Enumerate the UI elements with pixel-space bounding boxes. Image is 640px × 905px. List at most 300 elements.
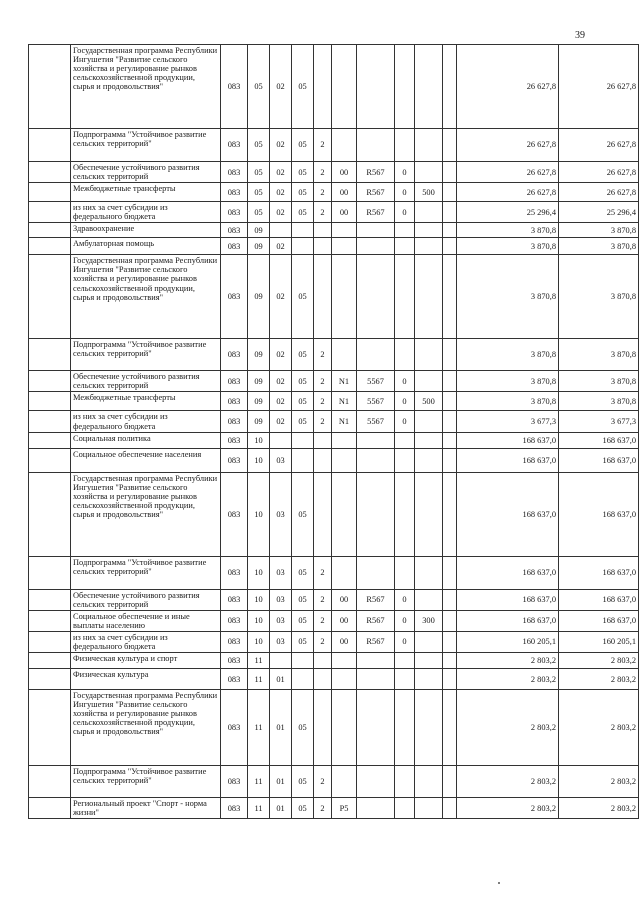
ministry-code: 083 bbox=[221, 202, 248, 223]
expense-type-code bbox=[415, 798, 443, 819]
index-cell bbox=[29, 339, 71, 371]
subprogram-code bbox=[314, 690, 332, 766]
spacer-cell bbox=[443, 255, 457, 339]
direction-code: N1 bbox=[332, 371, 357, 392]
expense-code: R567 bbox=[357, 162, 395, 183]
amount-year-2: 168 637,0 bbox=[559, 589, 639, 610]
table-row bbox=[29, 223, 639, 238]
amount-year-1: 3 870,8 bbox=[457, 238, 559, 255]
subsection-code: 01 bbox=[270, 798, 292, 819]
section-code: 11 bbox=[248, 653, 270, 669]
spacer-cell bbox=[443, 223, 457, 238]
amount-year-1: 26 627,8 bbox=[457, 183, 559, 202]
ministry-code: 083 bbox=[221, 255, 248, 339]
ministry-code: 083 bbox=[221, 798, 248, 819]
amount-year-1: 168 637,0 bbox=[457, 556, 559, 589]
spacer-cell bbox=[443, 472, 457, 556]
index-cell bbox=[29, 610, 71, 631]
direction-code bbox=[332, 448, 357, 472]
amount-year-2: 3 677,3 bbox=[559, 411, 639, 432]
index-cell bbox=[29, 392, 71, 411]
amount-year-1: 160 205,1 bbox=[457, 631, 559, 652]
amount-year-2: 2 803,2 bbox=[559, 653, 639, 669]
ministry-code: 083 bbox=[221, 45, 248, 129]
subsection-code: 02 bbox=[270, 255, 292, 339]
expense-code: 5567 bbox=[357, 371, 395, 392]
amount-year-1: 3 870,8 bbox=[457, 392, 559, 411]
subsection-code: 03 bbox=[270, 631, 292, 652]
amount-year-2: 3 870,8 bbox=[559, 255, 639, 339]
ministry-code: 083 bbox=[221, 371, 248, 392]
amount-year-1: 2 803,2 bbox=[457, 669, 559, 690]
row-name: из них за счет субсидии из федерального бюджета bbox=[71, 202, 221, 223]
subprogram-code: 2 bbox=[314, 610, 332, 631]
spacer-cell bbox=[443, 238, 457, 255]
expense-type-code bbox=[415, 448, 443, 472]
row-name: Подпрограмма "Устойчивое развитие сельских территорий" bbox=[71, 766, 221, 798]
spacer-cell bbox=[443, 631, 457, 652]
direction-code bbox=[332, 339, 357, 371]
amount-year-2: 168 637,0 bbox=[559, 610, 639, 631]
amount-year-2: 25 296,4 bbox=[559, 202, 639, 223]
expense-type-code bbox=[415, 238, 443, 255]
spacer-cell bbox=[443, 183, 457, 202]
expense-type-code bbox=[415, 589, 443, 610]
section-code: 05 bbox=[248, 45, 270, 129]
expense-type-code bbox=[415, 472, 443, 556]
ministry-code: 083 bbox=[221, 162, 248, 183]
expense-code bbox=[357, 223, 395, 238]
direction-code bbox=[332, 238, 357, 255]
row-name: Физическая культура bbox=[71, 669, 221, 690]
program-code: 05 bbox=[292, 589, 314, 610]
expense-code bbox=[357, 766, 395, 798]
section-code: 09 bbox=[248, 238, 270, 255]
subsection-code: 02 bbox=[270, 238, 292, 255]
spacer-cell bbox=[443, 798, 457, 819]
subsection-code: 01 bbox=[270, 690, 292, 766]
amount-year-2: 168 637,0 bbox=[559, 448, 639, 472]
spacer-cell bbox=[443, 392, 457, 411]
spacer-cell bbox=[443, 129, 457, 162]
subsection-code: 01 bbox=[270, 669, 292, 690]
expense-code bbox=[357, 798, 395, 819]
direction-code bbox=[332, 690, 357, 766]
table-row bbox=[29, 448, 639, 472]
subprogram-code: 2 bbox=[314, 589, 332, 610]
extra-code bbox=[395, 653, 415, 669]
amount-year-2: 3 870,8 bbox=[559, 238, 639, 255]
subprogram-code: 2 bbox=[314, 339, 332, 371]
amount-year-2: 26 627,8 bbox=[559, 45, 639, 129]
amount-year-2: 26 627,8 bbox=[559, 162, 639, 183]
subsection-code bbox=[270, 223, 292, 238]
section-code: 09 bbox=[248, 339, 270, 371]
expense-type-code bbox=[415, 411, 443, 432]
spacer-cell bbox=[443, 690, 457, 766]
section-code: 10 bbox=[248, 556, 270, 589]
row-name: Государственная программа Республики Ингушетия "Развитие сельского хозяйства и регулирование рынков сельскохозяйственной продукции, сырья и продовольствия" bbox=[71, 690, 221, 766]
table-row bbox=[29, 411, 639, 432]
subsection-code: 01 bbox=[270, 766, 292, 798]
row-name: Подпрограмма "Устойчивое развитие сельских территорий" bbox=[71, 129, 221, 162]
direction-code: N1 bbox=[332, 411, 357, 432]
amount-year-1: 2 803,2 bbox=[457, 798, 559, 819]
extra-code: 0 bbox=[395, 411, 415, 432]
ministry-code: 083 bbox=[221, 653, 248, 669]
extra-code: 0 bbox=[395, 610, 415, 631]
expense-type-code bbox=[415, 223, 443, 238]
subprogram-code bbox=[314, 255, 332, 339]
index-cell bbox=[29, 589, 71, 610]
index-cell bbox=[29, 669, 71, 690]
amount-year-1: 26 627,8 bbox=[457, 162, 559, 183]
table-row bbox=[29, 798, 639, 819]
table-row bbox=[29, 255, 639, 339]
table-row bbox=[29, 472, 639, 556]
amount-year-2: 3 870,8 bbox=[559, 392, 639, 411]
expense-code: 5567 bbox=[357, 411, 395, 432]
expense-type-code bbox=[415, 556, 443, 589]
amount-year-2: 3 870,8 bbox=[559, 371, 639, 392]
program-code: 05 bbox=[292, 631, 314, 652]
expense-type-code bbox=[415, 45, 443, 129]
subsection-code: 03 bbox=[270, 472, 292, 556]
subprogram-code: 2 bbox=[314, 631, 332, 652]
subsection-code: 02 bbox=[270, 45, 292, 129]
amount-year-2: 3 870,8 bbox=[559, 339, 639, 371]
extra-code: 0 bbox=[395, 183, 415, 202]
section-code: 10 bbox=[248, 472, 270, 556]
subsection-code: 02 bbox=[270, 202, 292, 223]
index-cell bbox=[29, 255, 71, 339]
expense-code: R567 bbox=[357, 631, 395, 652]
table-row bbox=[29, 129, 639, 162]
subsection-code: 03 bbox=[270, 556, 292, 589]
row-name: Региональный проект "Спорт - норма жизни" bbox=[71, 798, 221, 819]
program-code: 05 bbox=[292, 690, 314, 766]
amount-year-1: 26 627,8 bbox=[457, 45, 559, 129]
table-row bbox=[29, 202, 639, 223]
table-row bbox=[29, 610, 639, 631]
program-code bbox=[292, 653, 314, 669]
amount-year-2: 3 870,8 bbox=[559, 223, 639, 238]
program-code: 05 bbox=[292, 798, 314, 819]
extra-code bbox=[395, 255, 415, 339]
spacer-cell bbox=[443, 766, 457, 798]
expense-code: 5567 bbox=[357, 392, 395, 411]
row-name: Социальное обеспечение населения bbox=[71, 448, 221, 472]
index-cell bbox=[29, 432, 71, 448]
direction-code bbox=[332, 556, 357, 589]
section-code: 10 bbox=[248, 589, 270, 610]
amount-year-1: 3 870,8 bbox=[457, 255, 559, 339]
subprogram-code bbox=[314, 653, 332, 669]
spacer-cell bbox=[443, 371, 457, 392]
expense-code bbox=[357, 653, 395, 669]
direction-code bbox=[332, 432, 357, 448]
subsection-code: 02 bbox=[270, 129, 292, 162]
table-row bbox=[29, 339, 639, 371]
expense-code: R567 bbox=[357, 202, 395, 223]
index-cell bbox=[29, 448, 71, 472]
index-cell bbox=[29, 162, 71, 183]
subsection-code: 02 bbox=[270, 411, 292, 432]
row-name: Подпрограмма "Устойчивое развитие сельских территорий" bbox=[71, 556, 221, 589]
extra-code bbox=[395, 223, 415, 238]
index-cell bbox=[29, 238, 71, 255]
expense-code bbox=[357, 556, 395, 589]
section-code: 09 bbox=[248, 371, 270, 392]
table-row bbox=[29, 432, 639, 448]
spacer-cell bbox=[443, 202, 457, 223]
row-name: Амбулаторная помощь bbox=[71, 238, 221, 255]
expense-code bbox=[357, 432, 395, 448]
row-name: Обеспечение устойчивого развития сельских территорий bbox=[71, 589, 221, 610]
subprogram-code bbox=[314, 448, 332, 472]
subprogram-code bbox=[314, 472, 332, 556]
expense-type-code bbox=[415, 129, 443, 162]
amount-year-1: 25 296,4 bbox=[457, 202, 559, 223]
extra-code bbox=[395, 472, 415, 556]
program-code: 05 bbox=[292, 183, 314, 202]
spacer-cell bbox=[443, 448, 457, 472]
index-cell bbox=[29, 766, 71, 798]
row-name: из них за счет субсидии из федерального бюджета bbox=[71, 411, 221, 432]
row-name: Социальное обеспечение и иные выплаты населению bbox=[71, 610, 221, 631]
expense-code bbox=[357, 690, 395, 766]
index-cell bbox=[29, 798, 71, 819]
subprogram-code bbox=[314, 45, 332, 129]
row-name: Подпрограмма "Устойчивое развитие сельских территорий" bbox=[71, 339, 221, 371]
ministry-code: 083 bbox=[221, 448, 248, 472]
subsection-code: 02 bbox=[270, 339, 292, 371]
direction-code bbox=[332, 472, 357, 556]
ministry-code: 083 bbox=[221, 556, 248, 589]
amount-year-1: 3 677,3 bbox=[457, 411, 559, 432]
extra-code: 0 bbox=[395, 392, 415, 411]
extra-code: 0 bbox=[395, 202, 415, 223]
amount-year-1: 168 637,0 bbox=[457, 432, 559, 448]
section-code: 05 bbox=[248, 183, 270, 202]
subsection-code: 03 bbox=[270, 448, 292, 472]
ministry-code: 083 bbox=[221, 183, 248, 202]
ministry-code: 083 bbox=[221, 339, 248, 371]
amount-year-2: 2 803,2 bbox=[559, 690, 639, 766]
amount-year-1: 168 637,0 bbox=[457, 589, 559, 610]
expense-code bbox=[357, 448, 395, 472]
spacer-cell bbox=[443, 669, 457, 690]
ministry-code: 083 bbox=[221, 432, 248, 448]
section-code: 11 bbox=[248, 669, 270, 690]
amount-year-2: 2 803,2 bbox=[559, 798, 639, 819]
spacer-cell bbox=[443, 339, 457, 371]
amount-year-1: 168 637,0 bbox=[457, 448, 559, 472]
spacer-cell bbox=[443, 556, 457, 589]
extra-code bbox=[395, 766, 415, 798]
row-name: Государственная программа Республики Ингушетия "Развитие сельского хозяйства и регулирование рынков сельскохозяйственной продукции, сырья и продовольствия" bbox=[71, 472, 221, 556]
expense-type-code bbox=[415, 339, 443, 371]
direction-code bbox=[332, 129, 357, 162]
ministry-code: 083 bbox=[221, 669, 248, 690]
expense-code: R567 bbox=[357, 610, 395, 631]
expense-code bbox=[357, 339, 395, 371]
index-cell bbox=[29, 129, 71, 162]
program-code bbox=[292, 223, 314, 238]
extra-code: 0 bbox=[395, 371, 415, 392]
subsection-code: 02 bbox=[270, 392, 292, 411]
section-code: 05 bbox=[248, 162, 270, 183]
subprogram-code bbox=[314, 223, 332, 238]
spacer-cell bbox=[443, 589, 457, 610]
spacer-cell bbox=[443, 432, 457, 448]
amount-year-1: 2 803,2 bbox=[457, 690, 559, 766]
program-code: 05 bbox=[292, 129, 314, 162]
subsection-code: 03 bbox=[270, 610, 292, 631]
index-cell bbox=[29, 653, 71, 669]
table-row bbox=[29, 653, 639, 669]
index-cell bbox=[29, 411, 71, 432]
direction-code: 00 bbox=[332, 183, 357, 202]
index-cell bbox=[29, 183, 71, 202]
row-name: Обеспечение устойчивого развития сельских территорий bbox=[71, 371, 221, 392]
section-code: 10 bbox=[248, 610, 270, 631]
expense-type-code bbox=[415, 255, 443, 339]
direction-code bbox=[332, 223, 357, 238]
row-name: из них за счет субсидии из федерального бюджета bbox=[71, 631, 221, 652]
subprogram-code: 2 bbox=[314, 129, 332, 162]
program-code: 05 bbox=[292, 766, 314, 798]
table-row bbox=[29, 45, 639, 129]
amount-year-2: 168 637,0 bbox=[559, 556, 639, 589]
expense-type-code bbox=[415, 371, 443, 392]
extra-code bbox=[395, 690, 415, 766]
extra-code bbox=[395, 238, 415, 255]
program-code: 05 bbox=[292, 255, 314, 339]
amount-year-2: 2 803,2 bbox=[559, 766, 639, 798]
index-cell bbox=[29, 690, 71, 766]
subsection-code: 02 bbox=[270, 183, 292, 202]
subprogram-code bbox=[314, 432, 332, 448]
spacer-cell bbox=[443, 411, 457, 432]
amount-year-1: 3 870,8 bbox=[457, 223, 559, 238]
expense-type-code bbox=[415, 690, 443, 766]
section-code: 05 bbox=[248, 202, 270, 223]
subprogram-code: 2 bbox=[314, 183, 332, 202]
subprogram-code: 2 bbox=[314, 202, 332, 223]
table-row bbox=[29, 183, 639, 202]
expense-code bbox=[357, 238, 395, 255]
subprogram-code bbox=[314, 238, 332, 255]
index-cell bbox=[29, 202, 71, 223]
extra-code bbox=[395, 432, 415, 448]
amount-year-1: 26 627,8 bbox=[457, 129, 559, 162]
subprogram-code: 2 bbox=[314, 371, 332, 392]
amount-year-2: 168 637,0 bbox=[559, 432, 639, 448]
ministry-code: 083 bbox=[221, 472, 248, 556]
amount-year-1: 2 803,2 bbox=[457, 766, 559, 798]
program-code bbox=[292, 448, 314, 472]
expense-code bbox=[357, 669, 395, 690]
expense-type-code bbox=[415, 631, 443, 652]
direction-code: 00 bbox=[332, 589, 357, 610]
direction-code: N1 bbox=[332, 392, 357, 411]
expense-type-code bbox=[415, 766, 443, 798]
program-code: 05 bbox=[292, 392, 314, 411]
budget-table-body bbox=[29, 45, 639, 819]
ministry-code: 083 bbox=[221, 129, 248, 162]
amount-year-2: 168 637,0 bbox=[559, 472, 639, 556]
expense-code: R567 bbox=[357, 183, 395, 202]
table-row bbox=[29, 556, 639, 589]
row-name: Государственная программа Республики Ингушетия "Развитие сельского хозяйства и регулирование рынков сельскохозяйственной продукции, сырья и продовольствия" bbox=[71, 45, 221, 129]
subsection-code: 02 bbox=[270, 371, 292, 392]
row-name: Здравоохранение bbox=[71, 223, 221, 238]
direction-code: 00 bbox=[332, 162, 357, 183]
extra-code: 0 bbox=[395, 631, 415, 652]
expense-code bbox=[357, 255, 395, 339]
expense-type-code bbox=[415, 202, 443, 223]
section-code: 09 bbox=[248, 411, 270, 432]
program-code: 05 bbox=[292, 556, 314, 589]
scan-speck bbox=[498, 882, 500, 884]
direction-code bbox=[332, 255, 357, 339]
direction-code: 00 bbox=[332, 631, 357, 652]
row-name: Государственная программа Республики Ингушетия "Развитие сельского хозяйства и регулирование рынков сельскохозяйственной продукции, сырья и продовольствия" bbox=[71, 255, 221, 339]
section-code: 10 bbox=[248, 432, 270, 448]
amount-year-1: 168 637,0 bbox=[457, 472, 559, 556]
extra-code bbox=[395, 448, 415, 472]
program-code bbox=[292, 432, 314, 448]
table-row bbox=[29, 631, 639, 652]
direction-code: P5 bbox=[332, 798, 357, 819]
index-cell bbox=[29, 472, 71, 556]
table-row bbox=[29, 766, 639, 798]
row-name: Межбюджетные трансферты bbox=[71, 183, 221, 202]
subprogram-code bbox=[314, 669, 332, 690]
program-code: 05 bbox=[292, 610, 314, 631]
ministry-code: 083 bbox=[221, 610, 248, 631]
ministry-code: 083 bbox=[221, 392, 248, 411]
index-cell bbox=[29, 631, 71, 652]
section-code: 10 bbox=[248, 448, 270, 472]
expense-type-code: 500 bbox=[415, 392, 443, 411]
subprogram-code: 2 bbox=[314, 411, 332, 432]
subsection-code: 02 bbox=[270, 162, 292, 183]
extra-code: 0 bbox=[395, 589, 415, 610]
section-code: 11 bbox=[248, 766, 270, 798]
expense-type-code bbox=[415, 432, 443, 448]
expense-type-code bbox=[415, 669, 443, 690]
direction-code bbox=[332, 766, 357, 798]
direction-code: 00 bbox=[332, 610, 357, 631]
expense-type-code: 300 bbox=[415, 610, 443, 631]
expense-type-code: 500 bbox=[415, 183, 443, 202]
spacer-cell bbox=[443, 653, 457, 669]
expense-code: R567 bbox=[357, 589, 395, 610]
expense-type-code bbox=[415, 653, 443, 669]
ministry-code: 083 bbox=[221, 631, 248, 652]
expense-code bbox=[357, 129, 395, 162]
subprogram-code: 2 bbox=[314, 556, 332, 589]
section-code: 05 bbox=[248, 129, 270, 162]
ministry-code: 083 bbox=[221, 690, 248, 766]
amount-year-2: 26 627,8 bbox=[559, 129, 639, 162]
ministry-code: 083 bbox=[221, 589, 248, 610]
section-code: 11 bbox=[248, 690, 270, 766]
ministry-code: 083 bbox=[221, 411, 248, 432]
section-code: 09 bbox=[248, 255, 270, 339]
